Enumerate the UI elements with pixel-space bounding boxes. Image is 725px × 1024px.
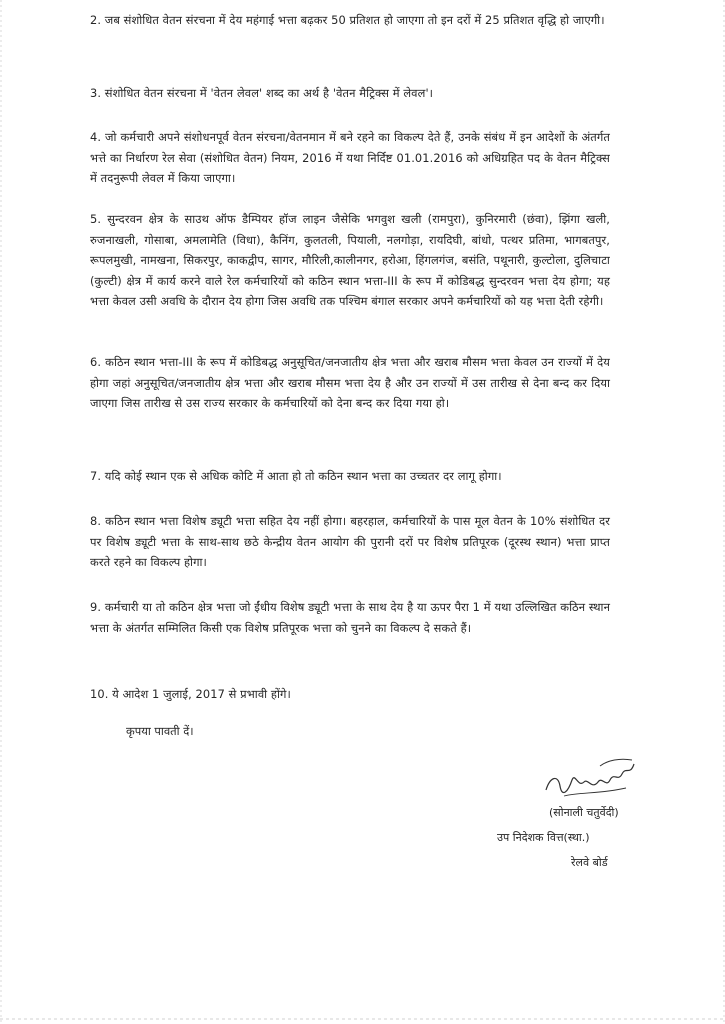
signatory-organization: रेलवे बोर्ड — [571, 856, 608, 869]
acknowledgement-request: कृपया पावती दें। — [126, 724, 194, 738]
paragraph-3: 3. संशोधित वेतन संरचना में 'वेतन लेवल' शब्द का अर्थ है 'वेतन मैट्रिक्स में लेवल'। — [90, 86, 434, 100]
paragraph-10: 10. ये आदेश 1 जुलाई, 2017 से प्रभावी होंगे। — [90, 687, 291, 701]
signatory-designation: उप निदेशक वित्त(स्था.) — [497, 831, 590, 844]
paragraph-8: 8. कठिन स्थान भत्ता विशेष ड्यूटी भत्ता सहित देय नहीं होगा। बहरहाल, कर्मचारियों के पास मूल वेतन के 10% संशोधित दर पर विशेष ड्यूटी भत्ता के साथ-साथ छठे केन्द्रीय वेतन आयोग की पुरानी दरों पर विशेष प्रतिपूरक (दूरस्थ स्थान) भत्ता प्राप्त करते रहने का विकल्प होगा। — [90, 514, 610, 569]
paragraph-7: 7. यदि कोई स्थान एक से अधिक कोटि में आता हो तो कठिन स्थान भत्ता का उच्चतर दर लागू होगा। — [90, 469, 502, 483]
paragraph-4: 4. जो कर्मचारी अपने संशोधनपूर्व वेतन संरचना/वेतनमान में बने रहने का विकल्प देते हैं, उनके संबंध में इन आदेशों के अंतर्गत भत्ते का निर्धारण रेल सेवा (संशोधित वेतन) नियम, 2016 में यथा निर्दिष्ट 01.01.2016 को अधिग्रहित पद के वेतन मैट्रिक्स में तदनुरूपी लेवल में किया जाएगा। — [90, 130, 610, 185]
paragraph-6: 6. कठिन स्थान भत्ता-III के रूप में कोडिबद्ध अनुसूचित/जनजातीय क्षेत्र भत्ता और खराब मौसम भत्ता केवल उन राज्यों में देय होगा जहां अनुसूचित/जनजातीय क्षेत्र भत्ता और खराब मौसम भत्ता देय है और उन राज्यों में उस तारीख से देना बन्द कर दिया जाएगा जिस तारीख से उस राज्य सरकार के कर्मचारियों को देना बन्द कर दिया गया हो। — [90, 355, 610, 410]
paragraph-5: 5. सुन्दरवन क्षेत्र के साउथ ऑफ डैम्पियर हॉज लाइन जैसेकि भगवुश खली (रामपुरा), कुनिरमारी (छंवा), झिंगा खली, रुजनाखली, गोसाबा, अमलामेति (विधा), कैनिंग, कुलतली, पियाली, नलगोड़ा, रायदिघी, बांधो, पत्थर प्रतिमा, भागबतपुर, रूपलमुखी, नामखना, सिकरपुर, काकद्वीप, सागर, मौरिली,कालीनगर, हरोआ, हिंगलगंज, बसंति, पथूनारी, कुल्टोला, दुलिचाटा (कुल्टी) क्षेत्र में कार्य करने वाले रेल कर्मचारियों को कठिन स्थान भत्ता-III के रूप में कोडिबद्ध सुन्दरवन भत्ता देय होगा; यह भत्ता केवल उसी अवधि के दौरान देय होगा जिस अवधि तक पश्चिम बंगाल सरकार अपने कर्मचारियों को यह भत्ता देती रहेगी। — [90, 212, 610, 308]
paragraph-9: 9. कर्मचारी या तो कठिन क्षेत्र भत्ता जो ईंधीय विशेष ड्यूटी भत्ता के साथ देय है या ऊपर पैरा 1 में यथा उल्लिखित कठिन स्थान भत्ता के अंतर्गत सम्मिलित किसी एक विशेष प्रतिपूरक भत्ता को चुनने का विकल्प दे सकते हैं। — [90, 600, 610, 635]
paragraph-2: 2. जब संशोधित वेतन संरचना में देय महंगाई भत्ता बढ़कर 50 प्रतिशत हो जाएगा तो इन दरों में 25 प्रतिशत वृद्धि हो जाएगी। — [90, 13, 605, 27]
handwritten-signature — [540, 752, 640, 807]
signatory-name: (सोनाली चतुर्वेदी) — [549, 806, 619, 819]
